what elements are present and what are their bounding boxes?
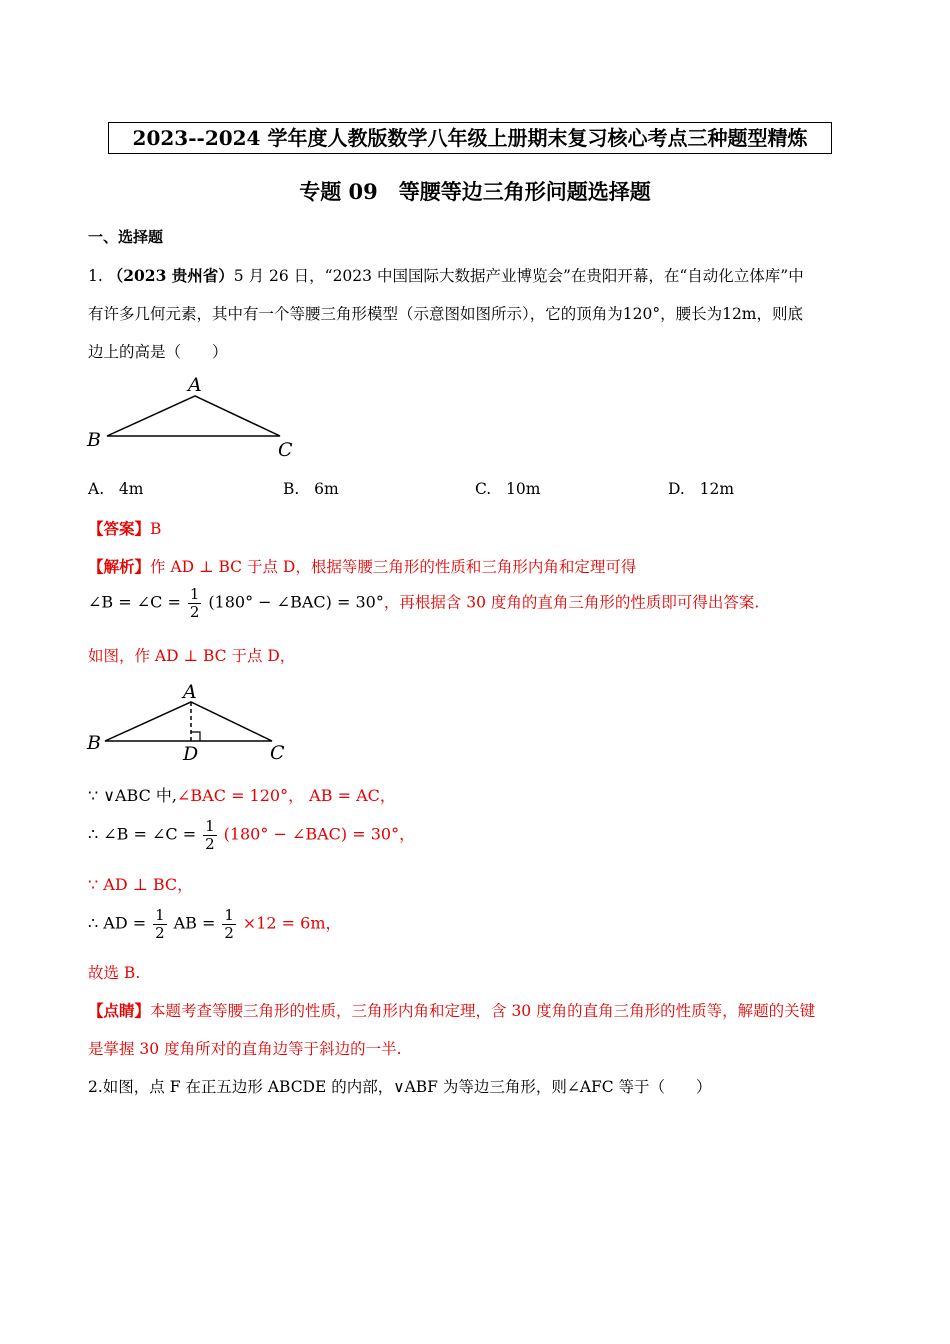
frac-num: 1: [205, 817, 215, 835]
analysis-line2: [88, 586, 759, 621]
q1-text-1: 5 月 26 日，“2023 中国国际大数据产业博览会”在贵阳开幕，在“自动化立体库”中: [233, 267, 804, 285]
option-b-letter: B.: [283, 480, 300, 498]
answer-line: [88, 517, 161, 539]
step-4: [88, 907, 342, 942]
analysis-eq-right: (180° − ∠BAC) = 30°: [208, 592, 384, 612]
frac-den: 2: [189, 603, 200, 621]
step-2-fraction: [203, 818, 217, 853]
q1-solution-figure: [80, 678, 310, 770]
frac-num: 1: [224, 906, 234, 924]
analysis-text-1: 作 AD ⊥ BC 于点 D，根据等腰三角形的性质和三角形内角和定理可得: [150, 558, 637, 576]
comment-tag: 【点睛】: [88, 1001, 151, 1020]
label-a: A: [188, 374, 202, 396]
label-c: C: [270, 742, 285, 764]
step-2: [88, 818, 415, 853]
q1-triangle-figure: [80, 372, 310, 464]
option-d[interactable]: [668, 480, 734, 498]
triangle-abc-solution: [105, 702, 272, 741]
document-title: 2023--2024 学年度人教版数学八年级上册期末复习核心考点三种题型精炼: [108, 122, 832, 154]
option-c[interactable]: [475, 480, 540, 498]
option-d-value: 12m: [699, 480, 735, 498]
step-1-b: ∠BAC = 120°， AB = AC，: [177, 786, 396, 805]
step-3: ∵ AD ⊥ BC，: [88, 875, 194, 894]
q1-line3: 边上的高是（ ）: [88, 343, 228, 361]
analysis-tag: 【解析】: [88, 557, 151, 576]
figure-intro: 如图，作 AD ⊥ BC 于点 D，: [88, 647, 296, 665]
q1-source: （2023 贵州省）: [107, 266, 234, 285]
triangle-abc: [107, 396, 280, 436]
label-c: C: [278, 439, 293, 461]
analysis-text-2: ，再根据含 30 度角的直角三角形的性质即可得出答案.: [383, 593, 760, 612]
q1-line1: [88, 264, 804, 286]
option-d-letter: D.: [668, 480, 685, 498]
comment-text-1: 本题考查等腰三角形的性质，三角形内角和定理，含 30 度角的直角三角形的性质等，解题的关键: [150, 1002, 816, 1020]
q1-number: 1.: [88, 267, 103, 285]
label-a: A: [183, 681, 197, 703]
step-4-fraction-2: [222, 907, 236, 942]
label-b: B: [87, 732, 101, 754]
comment-line2: 是掌握 30 度角所对的直角边等于斜边的一半.: [88, 1040, 402, 1058]
step-1-a: ∵ ∨ABC 中,: [88, 786, 178, 805]
step-2-b: (180° − ∠BAC) = 30°，: [223, 824, 416, 844]
q2-text: 2.如图，点 F 在正五边形 ABCDE 的内部，∨ABF 为等边三角形，则∠AFC 等于（ ）: [88, 1078, 712, 1096]
option-c-value: 10m: [506, 480, 541, 498]
step-2-a: ∴ ∠B = ∠C =: [88, 824, 197, 844]
frac-num: 1: [189, 585, 200, 603]
q1-line2: 有许多几何元素，其中有一个等腰三角形模型（示意图如图所示），它的顶角为120°，腰长为12m，则底: [88, 305, 804, 323]
frac-num: 1: [155, 906, 165, 924]
frac-den: 2: [155, 924, 165, 942]
label-b: B: [87, 429, 101, 451]
step-4-fraction-1: [153, 907, 167, 942]
option-a-value: 4m: [118, 480, 144, 498]
frac-den: 2: [224, 924, 234, 942]
analysis-line1: [88, 555, 636, 577]
answer-tag: 【答案】: [88, 519, 151, 538]
option-a[interactable]: [88, 480, 143, 498]
comment-line1: [88, 999, 815, 1021]
step-4-c: ×12 = 6m，: [242, 913, 342, 933]
option-c-letter: C.: [475, 480, 492, 498]
frac-den: 2: [205, 835, 215, 853]
answer-value: B: [150, 520, 162, 538]
step-4-a: ∴ AD =: [88, 913, 147, 933]
step-1: [88, 783, 396, 806]
topic-title: 专题 09 等腰等边三角形问题选择题: [299, 179, 651, 204]
option-b-value: 6m: [314, 480, 339, 498]
analysis-fraction: [188, 586, 202, 621]
conclusion: 故选 B.: [88, 964, 141, 982]
right-angle-mark: [191, 732, 200, 741]
option-a-letter: A.: [88, 480, 105, 498]
analysis-eq-left: ∠B = ∠C =: [88, 592, 181, 612]
label-d: D: [183, 743, 199, 765]
option-b[interactable]: [283, 480, 339, 498]
step-4-b: AB =: [173, 913, 216, 933]
section-heading: 一、选择题: [88, 228, 164, 246]
